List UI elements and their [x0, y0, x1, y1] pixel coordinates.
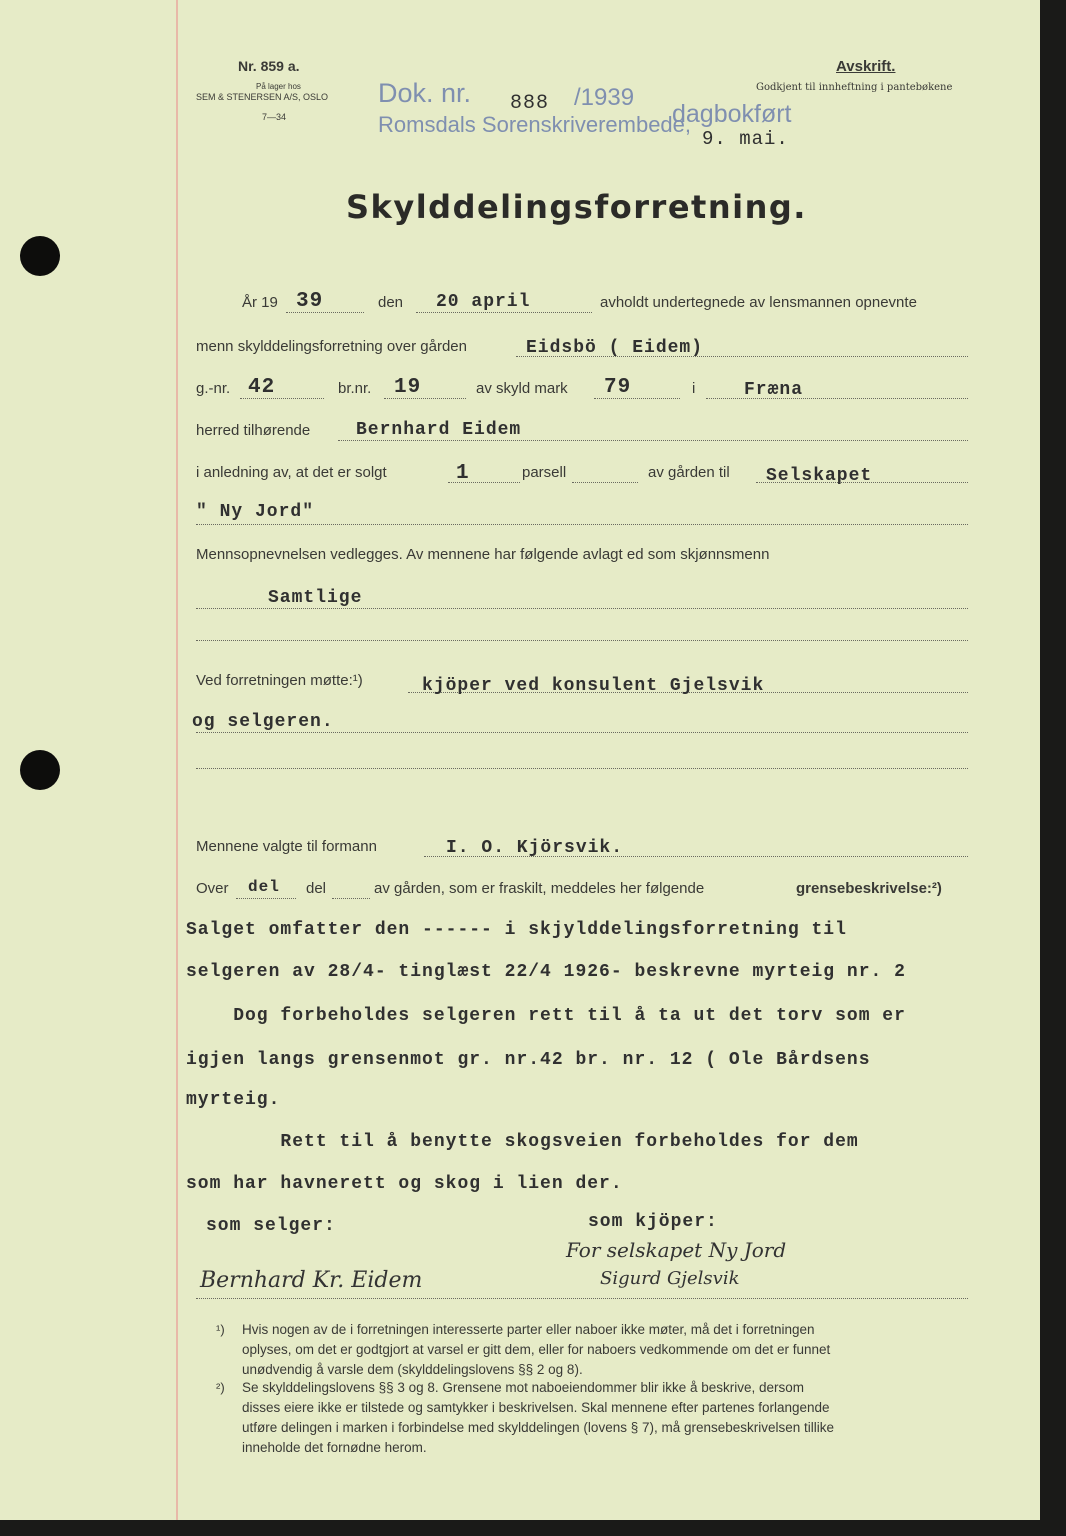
buyer-name-value: " Ny Jord" [196, 502, 315, 522]
body-line: Rett til å benytte skogsveien forbeholdes for dem [186, 1132, 859, 1152]
grense-bold-label: grensebeskrivelse:²) [796, 880, 942, 897]
motte-label: Ved forretningen møtte:¹) [196, 672, 363, 689]
body-line: som har havnerett og skog i lien der. [186, 1174, 623, 1194]
farm-value: Eidsbö ( Eidem) [526, 338, 704, 358]
av-garden-til-label: av gården til [648, 464, 730, 481]
footnote-line: utføre delingen i marken i forbindelse med skylddelingen (lovens § 7), må grensebeskrivelsen tillike [242, 1420, 835, 1435]
body-line: selgeren av 28/4- tinglæst 22/4 1926- beskrevne myrteig nr. 2 [186, 962, 906, 982]
printer-line: På lager hos [256, 82, 301, 91]
buyer-value: Selskapet [766, 466, 873, 486]
del-label: del [306, 880, 327, 897]
body-line: myrteig. [186, 1090, 281, 1110]
form-number: Nr. 859 a. [238, 58, 300, 74]
mennsopnevnelse-text: Mennsopnevnelsen vedlegges. Av mennene har følgende avlagt ed som skjønnsmenn [196, 546, 770, 563]
fill-line [338, 440, 968, 441]
stamp-dok: Dok. nr. [378, 78, 472, 108]
buyer-signature-2: Sigurd Gjelsvik [600, 1268, 740, 1289]
punch-hole [20, 236, 60, 276]
footnote-line: disses eiere ikke er tilstede og samtykker i beskrivelsen. Skal mennene efter partenes forlangende [242, 1400, 830, 1415]
fill-line [196, 524, 968, 525]
punch-hole [20, 750, 60, 790]
avholdt-text: avholdt undertegnede av lensmannen opnevnte [600, 294, 917, 311]
page-title: Skylddelingsforretning. [346, 188, 807, 226]
parsell-label: parsell [522, 464, 567, 481]
gnr-value: 42 [248, 376, 276, 399]
seller-label: som selger: [206, 1216, 336, 1236]
footnote-line: Se skylddelingslovens §§ 3 og 8. Grensene mot naboeiendommer blir ikke å beskrive, dersom [242, 1380, 805, 1395]
present-value: kjöper ved konsulent Gjelsvik [422, 676, 765, 696]
signature-line [196, 1298, 968, 1299]
fill-line [572, 482, 638, 483]
body-line: Dog forbeholdes selgeren rett til å ta ut det torv som er [186, 1006, 906, 1026]
footnote-line: Hvis nogen av de i forretningen interesserte parter eller naboer ikke møter, må det i forretningen [242, 1322, 815, 1337]
body-line: igjen langs grensenmot gr. nr.42 br. nr. 12 ( Ole Bårdsens [186, 1050, 871, 1070]
avskrift-label: Avskrift. [836, 58, 896, 75]
den-label: den [378, 294, 404, 311]
body-line: Salget omfatter den ------ i skjylddelingsforretning til [186, 920, 847, 940]
stamp-year: /1939 [574, 84, 635, 111]
printer-date: 7—34 [262, 112, 287, 122]
stamp-dagbokfort: dagbokført [672, 100, 792, 128]
fill-line [332, 898, 370, 899]
footnote-mark-2: ²) [216, 1380, 225, 1395]
skyld-value: 79 [604, 376, 632, 399]
footnote-line: inneholde det fornødne herom. [242, 1440, 427, 1455]
printer-name: SEM & STENERSEN A/S, OSLO [196, 92, 329, 102]
date-value: 20 april [436, 292, 531, 312]
seller-signature: Bernhard Kr. Eidem [200, 1268, 423, 1293]
owner-value: Bernhard Eidem [356, 420, 522, 440]
skyld-label: av skyld mark [476, 380, 568, 397]
buyer-label: som kjöper: [588, 1212, 718, 1232]
present-value-2: og selgeren. [192, 712, 334, 732]
i-label: i [692, 380, 696, 397]
anledning-label: i anledning av, at det er solgt [196, 464, 387, 481]
stamp-number: 888 [510, 92, 550, 115]
menn-label: menn skylddelingsforretning over gården [196, 338, 467, 355]
footnote-line: oplyses, om det er godtgjort at varsel er gitt dem, eller for naboers vedkommende om det er funnet [242, 1342, 831, 1357]
brnr-value: 19 [394, 376, 422, 399]
fill-line [416, 312, 592, 313]
stamp-date: 9. mai. [702, 128, 789, 150]
municipality-value: Fræna [744, 380, 804, 400]
formann-label: Mennene valgte til formann [196, 838, 377, 855]
over-fill-value: del [248, 878, 280, 896]
fill-line [196, 608, 968, 609]
herred-label: herred tilhørende [196, 422, 311, 439]
footnote-mark-1: ¹) [216, 1322, 225, 1337]
fill-line [236, 898, 296, 899]
parcels-value: 1 [456, 462, 470, 485]
over-label: Over [196, 880, 229, 897]
footnote-line: unødvendig å varsle dem (skylddelingslovens §§ 2 og 8). [242, 1362, 583, 1377]
brnr-label: br.nr. [338, 380, 372, 397]
fill-line [196, 640, 968, 641]
chairman-value: I. O. Kjörsvik. [446, 838, 624, 858]
ar-label: År 19 [242, 294, 278, 311]
year-value: 39 [296, 290, 324, 313]
sworn-value: Samtlige [268, 588, 363, 608]
fill-line [196, 732, 968, 733]
grense-label: av gården, som er fraskilt, meddeles her følgende [374, 880, 705, 897]
approved-text: Godkjent til innheftning i pantebøkene [756, 82, 953, 93]
stamp-office: Romsdals Sorenskriverembede, [378, 112, 692, 137]
margin-line [176, 0, 178, 1520]
gnr-label: g.-nr. [196, 380, 231, 397]
buyer-signature: For selskapet Ny Jord [566, 1238, 787, 1262]
fill-line [196, 768, 968, 769]
